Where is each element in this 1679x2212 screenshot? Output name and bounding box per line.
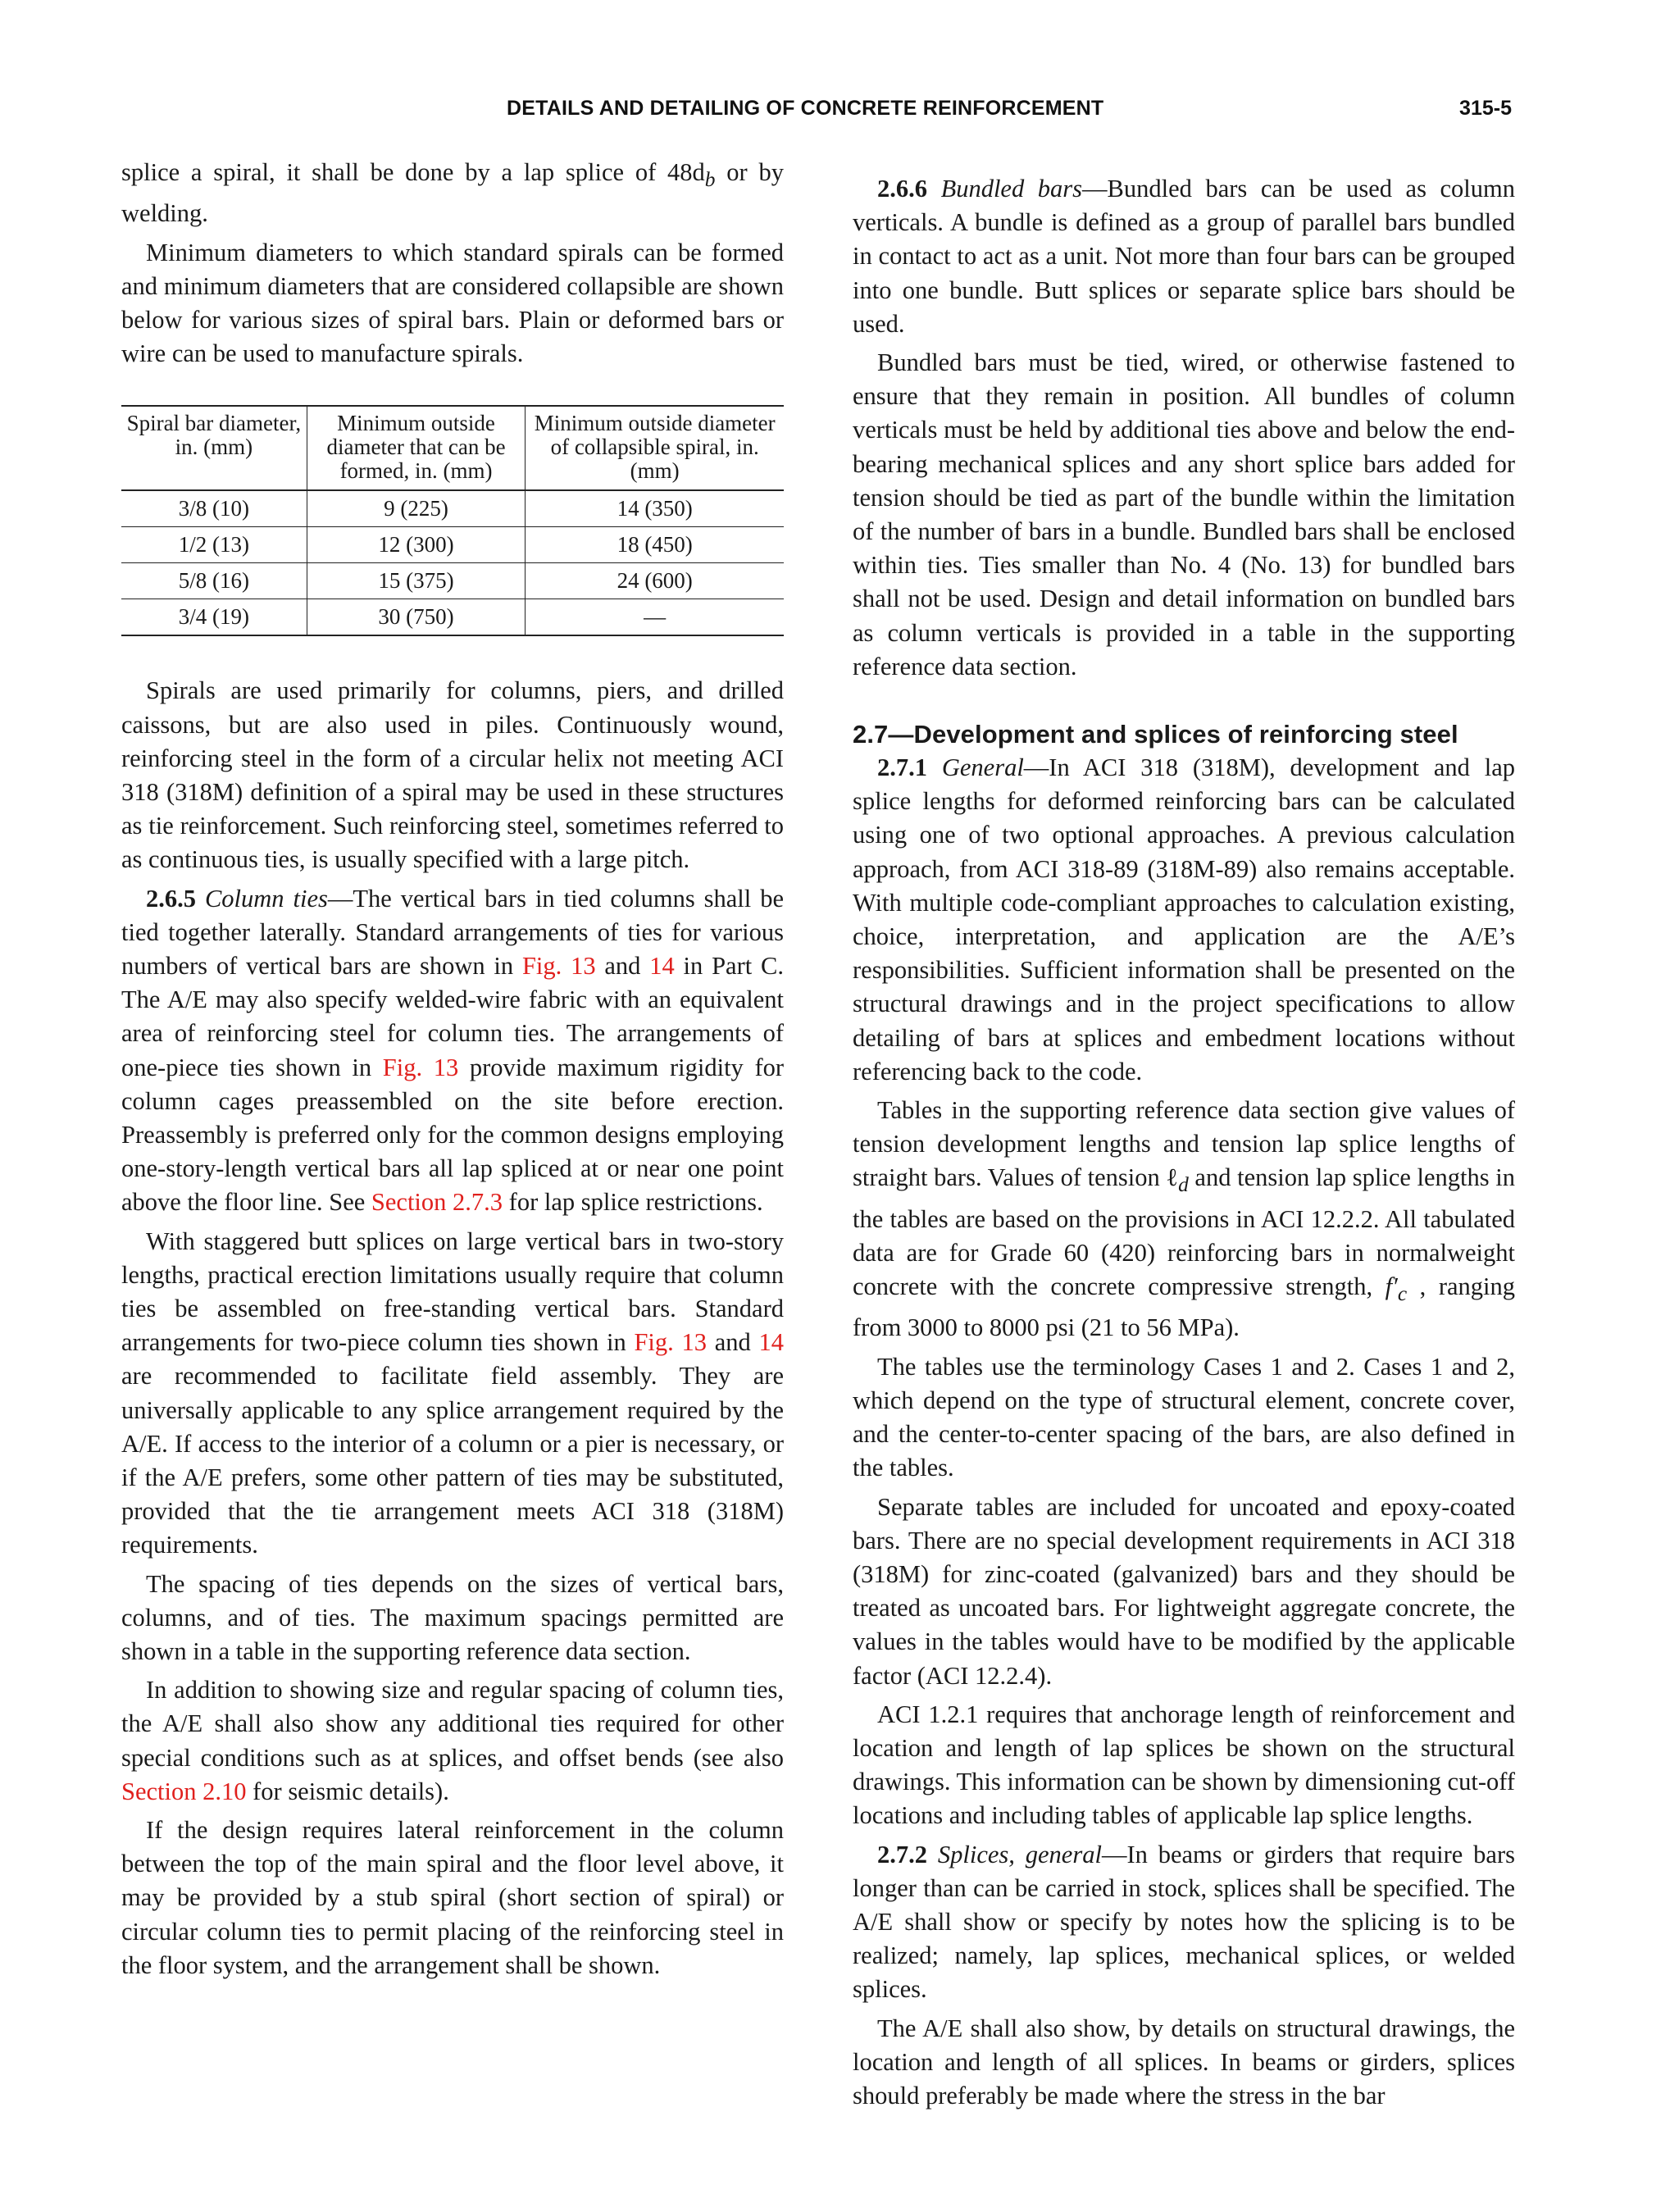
page-header <box>121 97 1512 130</box>
paragraph: Spirals are used primarily for columns, piers, and drilled caissons, but are also used in piles. Continuously wound, reinforcing steel in the form of a circular helix not meeting ACI 318 (318M) definition of a spiral may be used in these structures as tie reinforcement. Such reinforcing steel, sometimes referred to as continuous ties, is usually specified with a large pitch. <box>121 676 784 874</box>
table-cell: 18 (450) <box>526 527 784 563</box>
figure-link[interactable]: Fig. 13 <box>521 951 596 980</box>
section-link[interactable]: Section 2.10 <box>121 1777 247 1805</box>
paragraph: With staggered butt splices on large vertical bars in two-story lengths, practical erection limitations usually require that column ties be assembled on free-standing vertical bars. Standard arrangements for two-piece column ties shown in Fig. 13 and 14 are recommended to facilitate field assembly. They are universally applicable to any splice arrangement required by the A/E. If access to the interior of a column or a pier is necessary, or if the A/E prefers, some other pattern of ties may be substituted, provided that the tie arrangement meets ACI 318 (318M) requirements. <box>121 1227 784 1559</box>
paragraph: splice a spiral, it shall be done by a lap splice of $48d_b$ or by welding. <box>121 158 784 228</box>
paragraph: 2.7.2 Splices, general—In beams or girders that require bars longer than can be carried in stock, splices shall be specified. The A/E shall show or specify by notes how the splicing is to be realized; namely, lap splices, mechanical splices, or welded splices. <box>853 1840 1516 2004</box>
paragraph: In addition to showing size and regular spacing of column ties, the A/E shall also show any additional ties required for other special conditions such as at splices, and offset bends (see also Section 2.10 for seismic details). <box>121 1676 784 1805</box>
table-header: Minimum outside diameter that can be formed, in. (mm) <box>307 406 526 490</box>
table-cell: 15 (375) <box>307 563 526 599</box>
section-link[interactable]: Section 2.7.3 <box>371 1188 503 1217</box>
left-column <box>121 156 784 1987</box>
figure-link[interactable]: Fig. 13 <box>634 1328 707 1357</box>
table-cell: 9 (225) <box>307 490 526 527</box>
page-number: 315-5 <box>1459 97 1512 120</box>
section-heading: 2.7—Development and splices of reinforcing steel <box>853 720 1458 749</box>
paragraph: 2.6.5 Column ties—The vertical bars in tied columns shall be tied together laterally. Standard arrangements of ties for various numbers of vertical bars are shown in Fig. 13 and 14 in Part C. The A/E may also specify welded-wire fabric with an equivalent area of reinforcing steel for column ties. The arrangements of one-piece ties shown in Fig. 13 provide maximum rigidity for column cages preassembled on the site before erection. Preassembly is preferred only for the common designs employing one-story-length vertical bars all lap spliced at or near one point above the floor line. See Section 2.7.3 for lap splice restrictions. <box>121 884 785 1217</box>
paragraph: The A/E shall also show, by details on structural drawings, the location and length of all splices. In beams or girders, splices should preferably be made where the stress in the bar <box>853 2014 1515 2110</box>
paragraph: 2.7.1 General—In ACI 318 (318M), development and lap splice lengths for deformed reinforcing bars can be calculated using one of two optional approaches. A previous calculation approach, from ACI 318-89 (318M-89) also remains acceptable. With multiple code-compliant approaches to calculation existing, choice, interpretation, and application are the A/E’s responsibilities. Sufficient information shall be presented on the structural drawings and in the project specifications to allow detailing of bars at splices and embedment locations without referencing back to the code. <box>853 753 1515 1086</box>
table-header: Minimum outside diameter of collapsible spiral, in. (mm) <box>526 406 784 490</box>
paragraph: The tables use the terminology Cases 1 and 2. Cases 1 and 2, which depend on the type of structural element, concrete cover, and the center-to-center spacing of the bars, are also defined in the tables. <box>853 1352 1515 1482</box>
table-cell: — <box>526 599 784 636</box>
paragraph: Tables in the supporting reference data section give values of tension development lengths and tension lap splice lengths of straight bars. Values of tension ℓ$_d$ and tension lap splice lengths in the tables are based on the provisions in ACI 12.2.2. All tabulated data are for Grade 60 (420) reinforcing bars in normalweight concrete with the concrete compressive strength, $f'_c$ , ranging from 3000 to 8000 psi (21 to 56 MPa). <box>853 1096 1516 1342</box>
table-row <box>121 527 784 563</box>
table-row <box>121 563 784 599</box>
table-row <box>121 490 784 527</box>
figure-link[interactable]: Fig. 13 <box>382 1053 459 1081</box>
paragraph: Bundled bars must be tied, wired, or otherwise fastened to ensure that they remain in position. All bundles of column verticals must be held by additional ties above and below the end-bearing mechanical splices and any short splice bars added for tension should be tied as part of the bundle within the limitation of the number of bars in a bundle. Bundled bars shall be enclosed within ties. Ties smaller than No. 4 (No. 13) for bundled bars shall not be used. Design and detail information on bundled bars as column verticals is provided in a table in the supporting reference data section. <box>853 348 1515 680</box>
table-cell: 24 (600) <box>526 563 784 599</box>
table-cell: 3/4 (19) <box>121 599 307 636</box>
table-row <box>121 599 784 636</box>
table-cell: 14 (350) <box>526 490 784 527</box>
table-cell: 30 (750) <box>307 599 526 636</box>
paragraph: Minimum diameters to which standard spirals can be formed and minimum diameters that are considered collapsible are shown below for various sizes of spiral bars. Plain or deformed bars or wire can be used to manufacture spirals. <box>121 238 784 368</box>
paragraph: ACI 1.2.1 requires that anchorage length of reinforcement and location and length of lap splices be shown on the structural drawings. This information can be shown by dimensioning cut-off locations and including tables of applicable lap splice lengths. <box>853 1700 1515 1830</box>
right-column <box>853 172 1515 2118</box>
table-cell: 3/8 (10) <box>121 490 307 527</box>
table-header: Spiral bar diameter, in. (mm) <box>121 406 307 490</box>
paragraph: Separate tables are included for uncoated and epoxy-coated bars. There are no special development requirements in ACI 318 (318M) for zinc-coated (galvanized) bars and they should be treated as uncoated bars. For lightweight aggregate concrete, the values in the tables would have to be modified by the applicable factor (ACI 12.2.4). <box>853 1492 1515 1690</box>
figure-link[interactable]: 14 <box>758 1328 784 1357</box>
figure-link[interactable]: 14 <box>649 951 675 980</box>
table-cell: 1/2 (13) <box>121 527 307 563</box>
table-cell: 12 (300) <box>307 527 526 563</box>
table-header-row <box>121 406 784 490</box>
paragraph: 2.6.6 Bundled bars—Bundled bars can be used as column verticals. A bundle is defined as a group of parallel bars bundled in contact to act as a unit. Not more than four bars can be grouped into one bundle. Butt splices or separate splice bars should be used. <box>853 175 1515 338</box>
spiral-diameter-table <box>121 405 784 636</box>
paragraph: The spacing of ties depends on the sizes of vertical bars, columns, and of ties. The maximum spacings permitted are shown in a table in the supporting reference data section. <box>121 1569 784 1665</box>
table-cell: 5/8 (16) <box>121 563 307 599</box>
running-title: DETAILS AND DETAILING OF CONCRETE REINFORCEMENT <box>507 97 1104 120</box>
paragraph: If the design requires lateral reinforcement in the column between the top of the main spiral and the floor level above, it may be provided by a stub spiral (short section of spiral) or circular column ties to permit placing of the reinforcing steel in the floor system, and the arrangement shall be shown. <box>121 1816 784 1979</box>
